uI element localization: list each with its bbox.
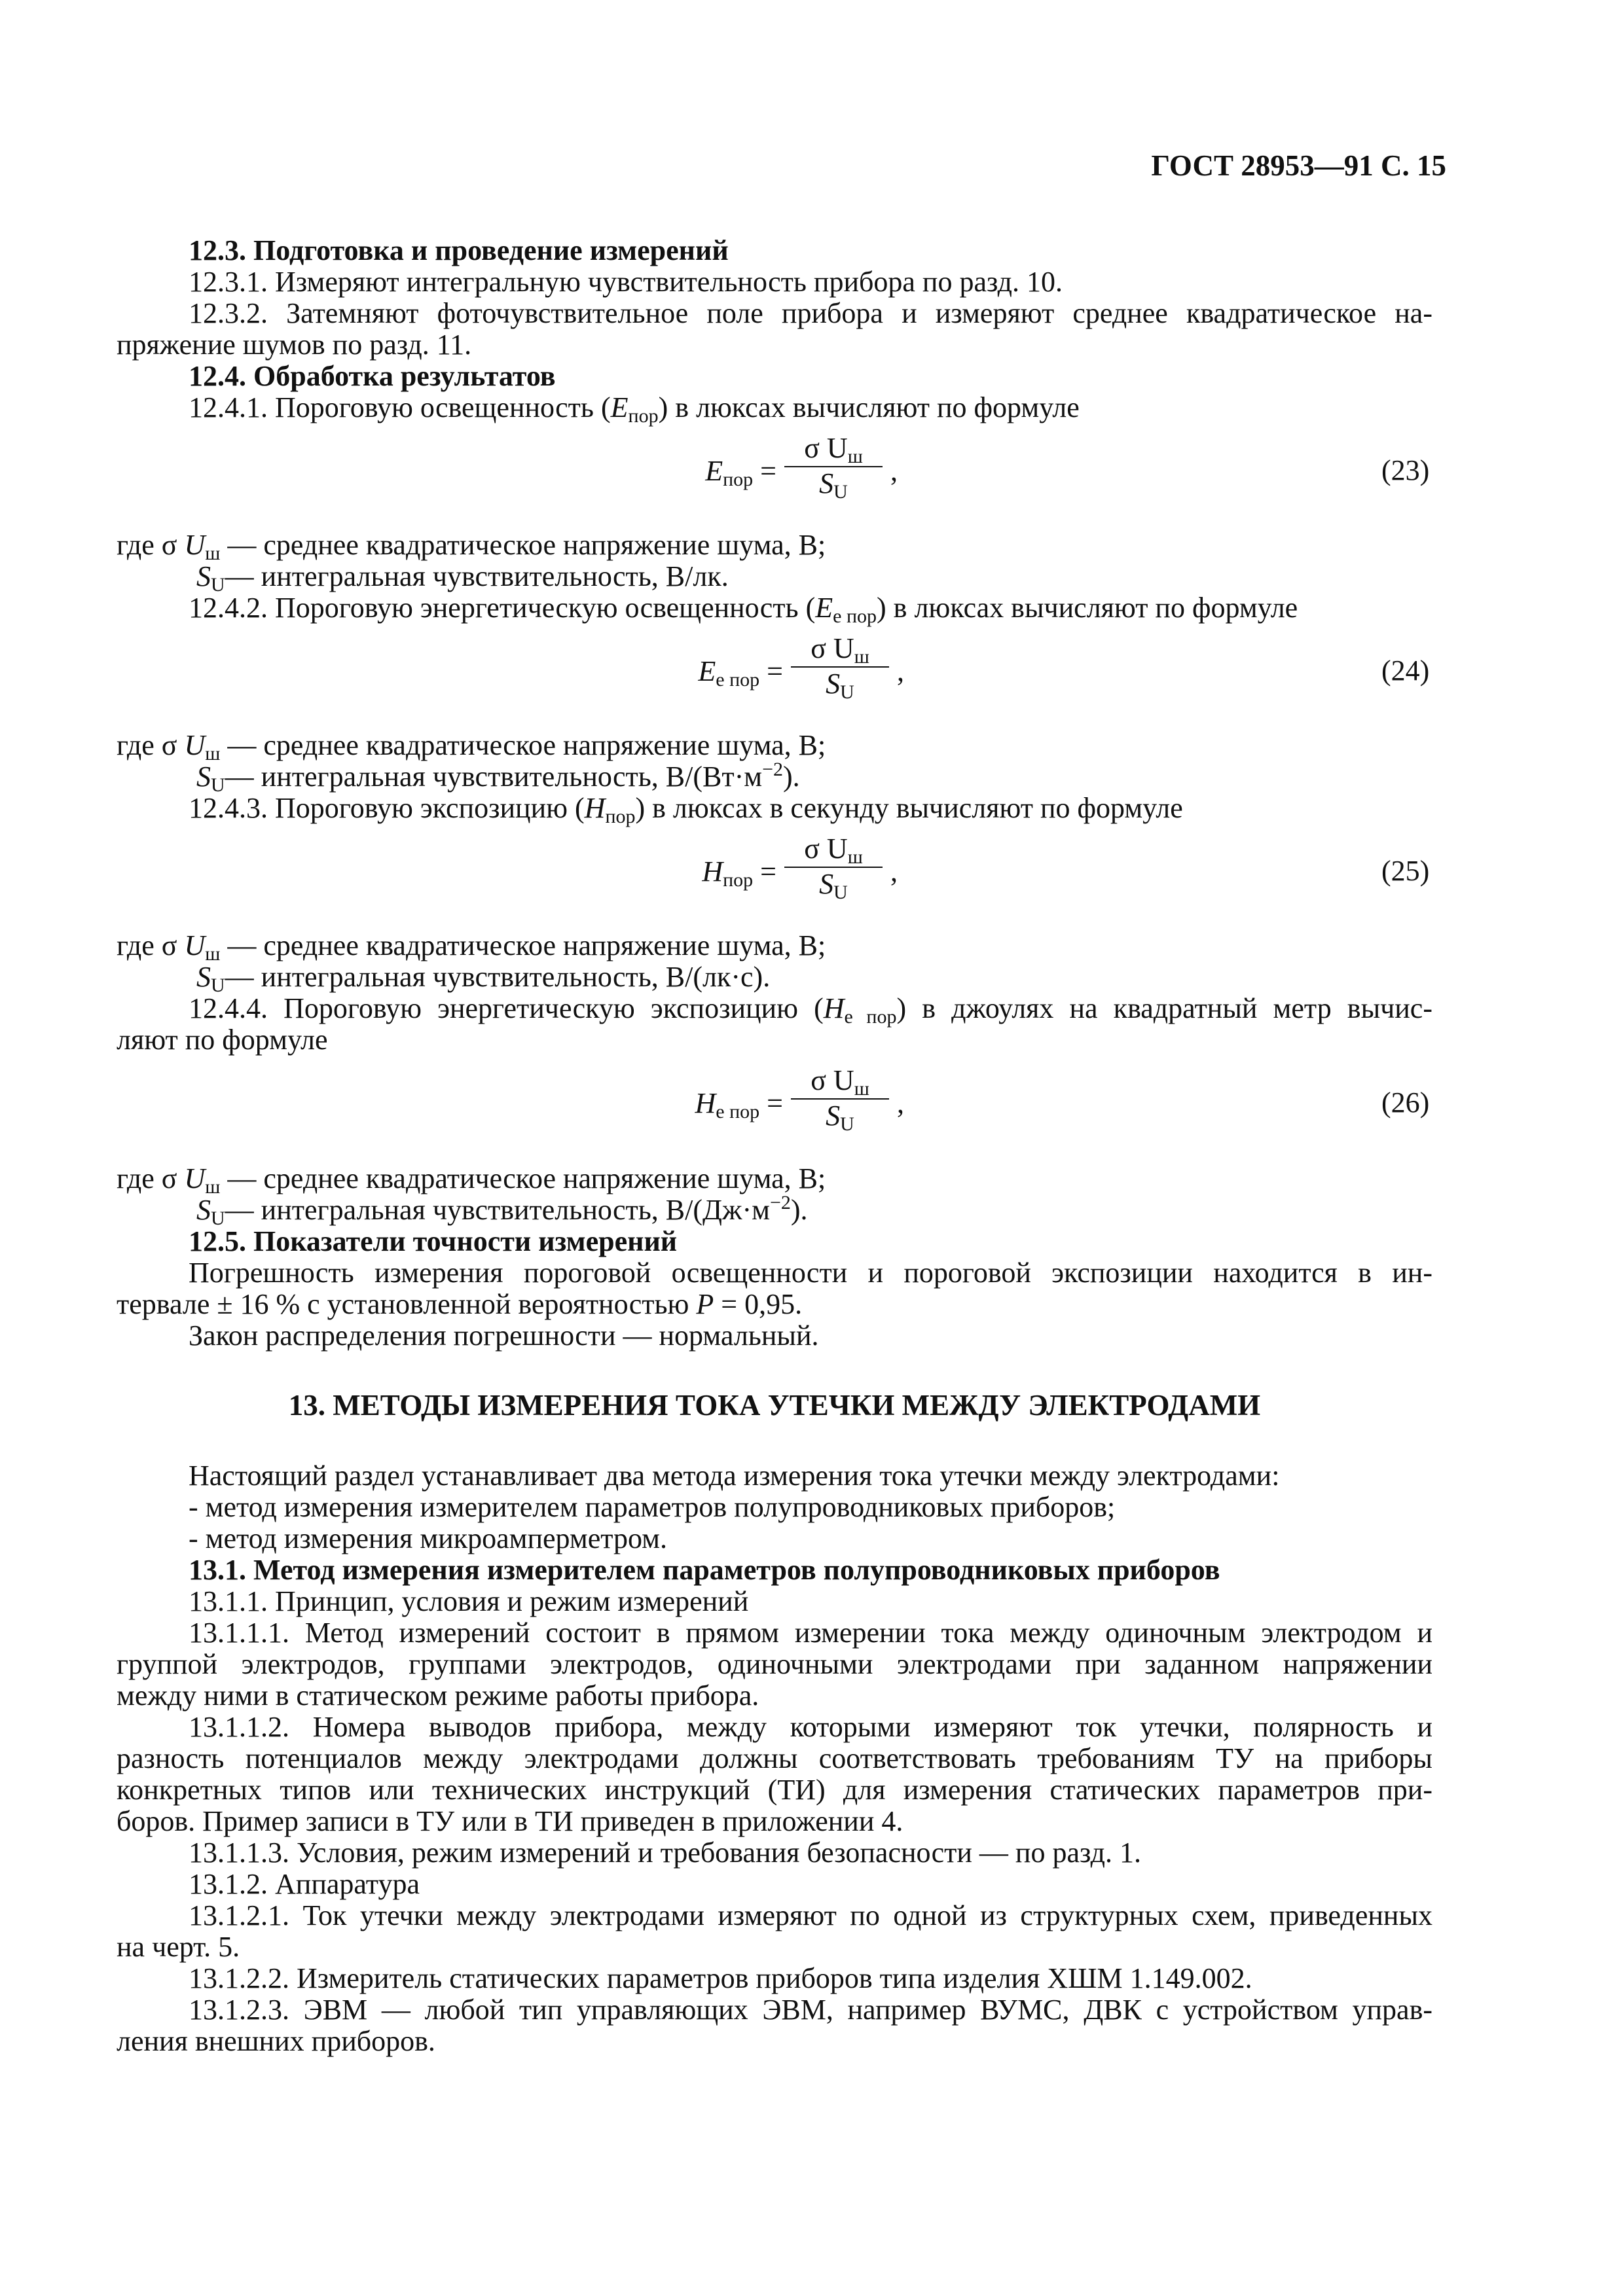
paragraph-13-1-2-3-line2: ления внешних приборов. (117, 2025, 435, 2057)
paragraph-12-5-line1: Погрешность измерения пороговой освещенности и пороговой экспозиции находится в ин- (189, 1257, 1432, 1289)
paragraph-13-1-1-3: 13.1.1.3. Условия, режим измерений и требования безопасности — по разд. 1. (189, 1837, 1141, 1869)
formula-23-number: (23) (1381, 454, 1430, 486)
document-page: ГОСТ 28953—91 С. 15 12.3. Подготовка и проведение измерений 12.3.1. Измеряют интегральную чувствительность прибора по разд. 10. 12.3.2. Затемняют фоточувствительное поле прибора и измеряют среднее квадратическое на- пряжение шумов по разд. 11. 12.4. Обработка результатов 12.4.1. Пороговую освещенность $(E_{пор})$ в люксах вычисляют по формуле $E_{пор}$ = σ Uш SU , (23) где σ $U_ш$ — среднее квадратическое напряжение шума, В; $S_U—$ интегральная чувствительность, В/лк. 12.4.2. Пороговую энергетическую освещенность $(E_{е пор})$ в люксах вычисляют по формуле $E_{е пор}$ = σ Uш SU , (24) где σ $U_ш$ — среднее квадратическое напряжение шума, В; $S_U—$ интегральная чувствительность, $В/(Вт\cdot м^{-2})$. 12.4.3. Пороговую экспозицию $(H_{пор})$ в люксах в секунду вычисляют по формуле $H_{пор}$ = σ Uш SU , (25) где σ $U_ш$ — среднее квадратическое напряжение шума, В; $S_U—$ интегральная чувствительность, В/(лк·с). 12.4.4. Пороговую энергетическую экспозицию $(H_{е пор})$ в джоулях на квадратный метр вычис- ляют по формуле $H_{е пор}$ = σ Uш SU , (26) где σ $U_ш$ — среднее квадратическое напряжение шума, В; $S_U—$ интегральная чувствительность, $В/(Дж\cdot м^{-2})$. 12.5. Показатели точности измерений Погрешность измерения пороговой освещенности и пороговой экспозиции находится в ин- тервале ± 16 % с установленной вероятностью P = 0,95. Закон распределения погрешности — нормальный. 13. МЕТОДЫ ИЗМЕРЕНИЯ ТОКА УТЕЧКИ МЕЖДУ ЭЛЕКТРОДАМИ Настоящий раздел устанавливает два метода измерения тока утечки между электродами: - метод измерения измерителем параметров полупроводниковых приборов; - метод измерения микроамперметром. 13.1. Метод измерения измерителем параметров полупроводниковых приборов 13.1.1. Принцип, условия и режим измерений 13.1.1.1. Метод измерений состоит в прямом измерении тока между одиночным электродом и группой электродов, группами электродов, одиночными электродами при заданном напряжении между ними в статическом режиме работы прибора. 13.1.1.2. Номера выводов прибора, между которыми измеряют ток утечки, полярность и разность потенциалов между электродами должны соответствовать требованиям ТУ на приборы конкретных типов или технических инструкций (ТИ) для измерения статических параметров при- боров. Пример записи в ТУ или в ТИ приведен в приложении 4. 13.1.1.3. Условия, режим измерений и требования безопасности — по разд. 1. 13.1.2. Аппаратура 13.1.2.1. Ток утечки между электродами измеряют по одной из структурных схем, приведенных на черт. 5. 13.1.2.2. Измеритель статических параметров приборов типа изделия ХШМ 1.149.002. 13.1.2.3. ЭВМ — любой тип управляющих ЭВМ, например ВУМС, ДВК с устройством управ- ления внешних приборов. (117, 149, 1446, 2057)
section-13-heading: 13. МЕТОДЫ ИЗМЕРЕНИЯ ТОКА УТЕЧКИ МЕЖДУ ЭЛЕКТРОДАМИ (288, 1389, 1261, 1422)
where-sensitivity-23: $S_U—$ интегральная чувствительность, В/лк. (196, 560, 729, 596)
formula-26-numerator: σ Uш (791, 1064, 889, 1100)
formula-25-denominator: SU (819, 868, 848, 903)
paragraph-12-4-3: 12.4.3. Пороговую экспозицию $(H_{пор})$ в люксах в секунду вычисляют по формуле (189, 792, 1183, 827)
paragraph-12-4-4-line1: 12.4.4. Пороговую энергетическую экспозицию $(H_{е пор})$ в джоулях на квадратный метр вычис- (189, 992, 1432, 1028)
paragraph-12-3-2-line1: 12.3.2. Затемняют фоточувствительное поле прибора и измеряют среднее квадратическое на- (189, 297, 1432, 329)
formula-23-numerator: σ Uш (784, 432, 883, 467)
formula-26-number: (26) (1381, 1086, 1430, 1119)
paragraph-12-4-4-line2: ляют по формуле (117, 1024, 328, 1056)
paragraph-13-1-1-1-line3: между ними в статическом режиме работы прибора. (117, 1679, 759, 1712)
paragraph-12-4-2: 12.4.2. Пороговую энергетическую освещенность $(E_{е пор})$ в люксах вычисляют по формуле (189, 592, 1298, 627)
paragraph-12-5-line2: тервале ± 16 % с установленной вероятностью P = 0,95. (117, 1288, 803, 1320)
paragraph-13-1-2-3-line1: 13.1.2.3. ЭВМ — любой тип управляющих ЭВМ, например ВУМС, ДВК с устройством управ- (189, 1994, 1432, 2026)
formula-24-denominator: SU (826, 668, 854, 703)
paragraph-13-1-2-1-line2: на черт. 5. (117, 1931, 240, 1963)
paragraph-13-1-1-2-line4: боров. Пример записи в ТУ или в ТИ приведен в приложении 4. (117, 1805, 903, 1837)
paragraph-13-1-1-2-line3: конкретных типов или технических инструкций (ТИ) для измерения статических параметров при- (117, 1774, 1432, 1806)
paragraph-13-1-2-1-line1: 13.1.2.1. Ток утечки между электродами измеряют по одной из структурных схем, приведенных (189, 1899, 1432, 1931)
section-12-3-title: 12.3. Подготовка и проведение измерений (189, 234, 729, 266)
paragraph-13-1-1-2-line1: 13.1.1.2. Номера выводов прибора, между которыми измеряют ток утечки, полярность и (189, 1711, 1432, 1743)
where-sensitivity-26: $S_U—$ интегральная чувствительность, $В/(Дж\cdot м^{-2})$. (196, 1192, 808, 1229)
method-list-item-1: - метод измерения измерителем параметров полупроводниковых приборов; (189, 1491, 1116, 1523)
formula-24-numerator: σ Uш (791, 632, 889, 668)
where-sensitivity-24: $S_U—$ интегральная чувствительность, $В/(Вт\cdot м^{-2})$. (196, 759, 800, 796)
section-12-5-title: 12.5. Показатели точности измерений (189, 1225, 678, 1257)
paragraph-13-1-1-1-line1: 13.1.1.1. Метод измерений состоит в прямом измерении тока между одиночным электродом и (189, 1617, 1432, 1649)
where-noise-23: где σ $U_ш$ — среднее квадратическое напряжение шума, В; (117, 529, 826, 564)
where-sensitivity-25: $S_U—$ интегральная чувствительность, В/(лк·с). (196, 961, 771, 996)
method-list-item-2: - метод измерения микроамперметром. (189, 1522, 668, 1554)
paragraph-12-4-1: 12.4.1. Пороговую освещенность $(E_{пор})$ в люксах вычисляют по формуле (189, 391, 1080, 427)
formula-24-number: (24) (1381, 655, 1430, 687)
formula-25-numerator: σ Uш (784, 833, 883, 868)
paragraph-12-5-distribution: Закон распределения погрешности — нормальный. (189, 1319, 819, 1352)
where-noise-24: где σ $U_ш$ — среднее квадратическое напряжение шума, В; (117, 729, 826, 764)
paragraph-12-3-1: 12.3.1. Измеряют интегральную чувствительность прибора по разд. 10. (189, 266, 1063, 298)
paragraph-13-1-1-1-line2: группой электродов, группами электродов, одиночными электродами при заданном напряжении (117, 1648, 1432, 1680)
formula-26-denominator: SU (826, 1100, 854, 1135)
paragraph-13-1-2-2: 13.1.2.2. Измеритель статических параметров приборов типа изделия ХШМ 1.149.002. (189, 1962, 1252, 1994)
paragraph-13-1-2: 13.1.2. Аппаратура (189, 1868, 420, 1900)
paragraph-12-3-2-line2: пряжение шумов по разд. 11. (117, 329, 472, 361)
section-12-4-title: 12.4. Обработка результатов (189, 360, 556, 392)
where-noise-26: где σ $U_ш$ — среднее квадратическое напряжение шума, В; (117, 1162, 826, 1198)
formula-25-number: (25) (1381, 855, 1430, 887)
paragraph-13-1-1: 13.1.1. Принцип, условия и режим измерений (189, 1585, 749, 1617)
where-noise-25: где σ $U_ш$ — среднее квадратическое напряжение шума, В; (117, 929, 826, 965)
formula-23-denominator: SU (819, 467, 848, 503)
paragraph-13-1-1-2-line2: разность потенциалов между электродами должны соответствовать требованиям ТУ на приборы (117, 1742, 1432, 1774)
section-13-intro: Настоящий раздел устанавливает два метода измерения тока утечки между электродами: (189, 1460, 1280, 1492)
section-13-1-title: 13.1. Метод измерения измерителем параметров полупроводниковых приборов (189, 1554, 1220, 1586)
page-header: ГОСТ 28953—91 С. 15 (1151, 149, 1446, 182)
